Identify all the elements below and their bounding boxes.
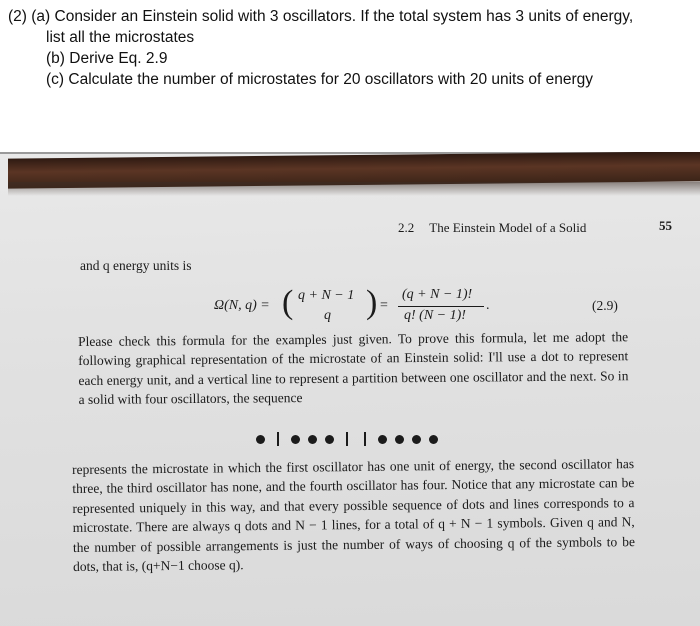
energy-dot (378, 435, 387, 444)
question-block (8, 6, 698, 90)
running-header (398, 220, 586, 236)
binomial-close-paren: ) (366, 284, 378, 321)
equation-number: (2.9) (592, 298, 618, 313)
equation-lhs: Ω(N, q) = (214, 298, 270, 313)
energy-dot (412, 435, 421, 444)
partition-line (364, 432, 366, 446)
equation-2-9 (214, 286, 634, 326)
page-number: 55 (659, 218, 672, 233)
energy-dot (291, 435, 300, 444)
intro-text: and q energy units is (80, 258, 192, 273)
partition-line (277, 432, 279, 446)
energy-dot (395, 435, 404, 444)
binomial-top: q + N − 1 (298, 288, 355, 303)
question-line-c: (c) Calculate the number of microstates for 20 oscillators with 20 units of energy (46, 71, 594, 88)
binomial-open-paren: ( (282, 284, 294, 321)
textbook-photo (0, 152, 700, 626)
paragraph-2: represents the microstate in which the first oscillator has one unit of energy, the second oscillator has three, the third oscillator has none, and the fourth oscillator has four. Notice that any microstate can be represented uniquely in this way, and that every possible sequence of dots and lines corresponds to a microstate. There are always q dots and N − 1 lines, for a total of q + N − 1 symbols. Given q and N, the number of possible arrangements is just the number of ways of choosing q of the symbols to be dots, that is, (q+N−1 choose q). (72, 456, 635, 575)
energy-dot (429, 435, 438, 444)
question-line-a-cont: list all the microstates (46, 29, 195, 46)
question-line-a: (2) (a) Consider an Einstein solid with 3 oscillators. If the total system has 3 units of energy, (8, 8, 634, 25)
binomial-bottom: q (324, 308, 331, 323)
question-line-b: (b) Derive Eq. 2.9 (46, 50, 168, 67)
header-section: 2.2 (398, 220, 415, 235)
paragraph-1: Please check this formula for the examples just given. To prove this formula, let me adopt the following graphical representation of the microstate of an Einstein solid: I'll use a dot to represent each energy unit, and a vertical line to represent a partition between one oscillator and the next. So in a solid with four oscillators, the sequence (78, 329, 629, 408)
energy-dot (325, 435, 334, 444)
equation-equals: = (380, 298, 388, 313)
fraction-numerator: (q + N − 1)! (402, 287, 473, 302)
fraction-bar (398, 306, 484, 307)
partition-line (346, 432, 348, 446)
book-page (0, 152, 700, 626)
equation-period: . (486, 298, 490, 313)
energy-dot (308, 435, 317, 444)
fraction-denominator: q! (N − 1)! (404, 308, 466, 323)
dot-line-sequence (252, 430, 442, 448)
header-title: The Einstein Model of a Solid (429, 220, 587, 235)
energy-dot (256, 435, 265, 444)
